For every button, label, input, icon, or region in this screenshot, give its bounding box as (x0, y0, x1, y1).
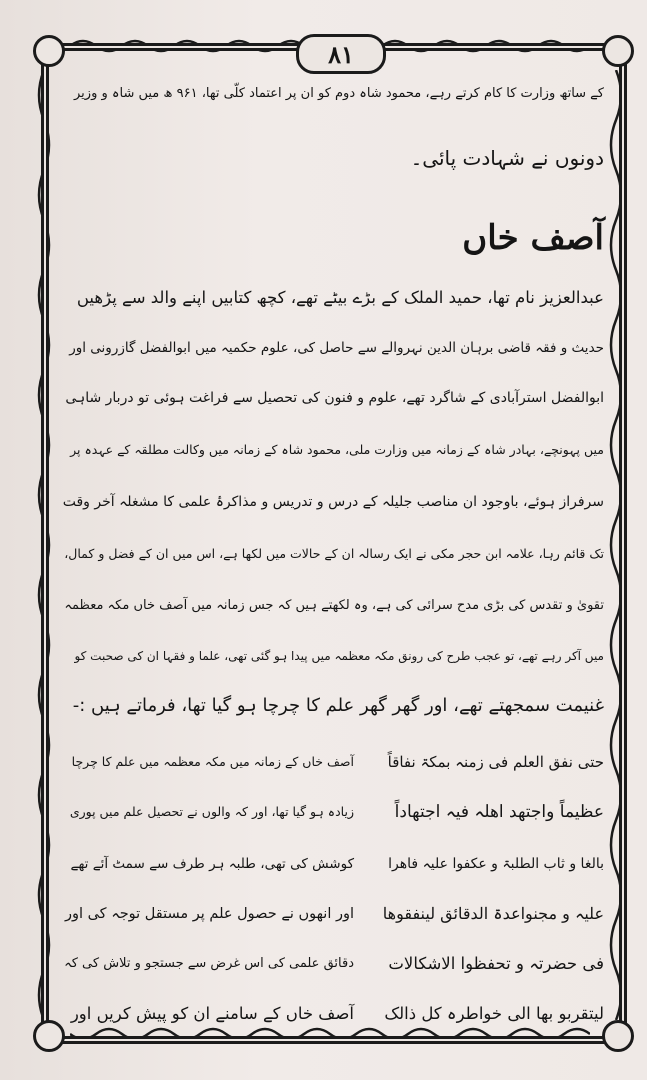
body-line: تقویٰ و تقدس کی بڑی مدح سرائی کی ہے، وہ لکھتے ہیں کہ جس زمانہ میں آصف خاں مکہ معظمہ (64, 598, 604, 613)
verse-row (64, 948, 604, 980)
verse-row (64, 998, 604, 1030)
intro-line: کے ساتھ وزارت کا کام کرتے رہے، محمود شاہ دوم کو ان پر اعتماد کلّی تھا، ۹۶۱ ھ میں شاہ و وزیر (74, 86, 604, 101)
verse-row (64, 796, 604, 828)
body-line: میں پہونچے، بہادر شاہ کے زمانہ میں وزارت ملی، محمود شاہ کے زمانہ میں وکالت مطلقہ کے عہدہ پر (70, 442, 604, 457)
body-line: غنیمت سمجھتے تھے، اور گھر گھر علم کا چرچا ہو گیا تھا، فرماتے ہیں :- (72, 695, 604, 716)
body-line: ابوالفضل استرآبادی کے شاگرد تھے، علوم و فنون کی تحصیل سے فراغت ہوئی تو دربار شاہی (65, 390, 604, 406)
corner-ornament-bottom-left (33, 1020, 65, 1052)
corner-ornament-bottom-right (602, 1020, 634, 1052)
corner-ornament-top-right (602, 35, 634, 67)
body-line: تک قائم رہا، علامہ ابن حجر مکی نے ایک رسالہ ان کے حالات میں لکھا ہے، اس میں ان کے فضل و کمال، (64, 546, 604, 561)
verse-row (64, 898, 604, 930)
body-line: عبدالعزیز نام تھا، حمید الملک کے بڑے بیٹے تھے، کچھ کتابیں اپنے والد سے پڑھیں (76, 288, 604, 307)
corner-ornament-top-left (33, 35, 65, 67)
urdu-translation: دقائق علمی کی اس غرض سے جستجو و تلاش کی کہ (64, 956, 354, 971)
urdu-translation: اور انھوں نے حصول علم پر مستقل توجہ کی اور (64, 906, 354, 922)
body-line: میں آکر رہے تھے، تو عجب طرح کی رونق مکہ معظمہ میں پیدا ہو گئی تھی، علما و فقہا ان کی صحبت کو (74, 649, 604, 663)
body-line: حدیث و فقہ قاضی برہان الدین نہروالے سے حاصل کی، علوم حکمیہ میں ابوالفضل گازرونی اور (69, 340, 604, 356)
arabic-verse: لیتقربو بھا الی خواطرہ کل ذالک (384, 1004, 604, 1023)
intro-line: دونوں نے شہادت پائی۔ (410, 146, 604, 170)
section-heading: آصف خاں (462, 218, 604, 258)
arabic-verse: علیہ و مجنواعدۃ الدقائق لینفقوھا (382, 904, 604, 923)
verse-row (64, 848, 604, 880)
page-number: ۸۱ (296, 34, 386, 74)
urdu-translation: آصف خاں کے زمانہ میں مکہ معظمہ میں علم کا چرچا (71, 754, 354, 769)
urdu-translation: کوشش کی تھی، طلبہ ہر طرف سے سمٹ آئے تھے (70, 856, 354, 872)
verse-row (64, 746, 604, 778)
arabic-verse: عظیماً واجتھد اھلہ فیہ اجتھاداً (394, 802, 604, 822)
urdu-translation: زیادہ ہو گیا تھا، اور کہ والوں نے تحصیل علم میں پوری (69, 804, 354, 819)
arabic-verse: فی حضرتہ و تحفظوا الاشکالات (388, 954, 604, 973)
body-line: سرفراز ہوئے، باوجود ان مناصب جلیلہ کے درس و تدریس و مذاکرۂ علمی کا مشغلہ آخر وقت (62, 494, 604, 510)
arabic-verse: بالغا و ثاب الطلبۃ و عکفوا علیہ فاھرا (388, 856, 604, 872)
arabic-verse: حتی نفق العلم فی زمنہ بمکۃ نفاقاً (387, 753, 604, 771)
urdu-translation: آصف خاں کے سامنے ان کو پیش کریں اور (70, 1004, 354, 1023)
